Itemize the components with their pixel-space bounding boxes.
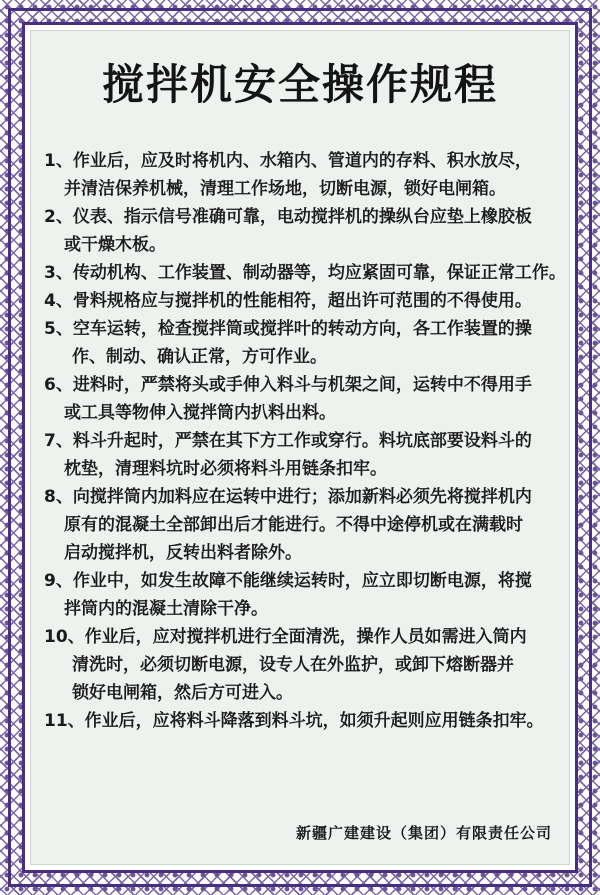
rule-item (44, 483, 569, 567)
rule-line: 6、进料时，严禁将头或手伸入料斗与机架之间，运转中不得用手 (44, 375, 532, 395)
rule-line: 或干燥木板。 (64, 235, 166, 255)
rule-line: 10、作业后，应对搅拌机进行全面清洗，操作人员如需进入筒内 (44, 627, 527, 647)
rule-line: 1、作业后，应及时将机内、水箱内、管道内的存料、积水放尽， (44, 151, 532, 171)
rule-item (44, 623, 569, 707)
rule-item (44, 203, 569, 259)
rule-line: 作、制动、确认正常，方可作业。 (72, 347, 327, 367)
rule-line: 7、料斗升起时，严禁在其下方工作或穿行。料坑底部要设料斗的 (44, 431, 532, 451)
rule-item (44, 287, 569, 315)
rule-item (44, 259, 569, 287)
rule-line: 枕垫，清理料坑时必须将料斗用链条扣牢。 (64, 459, 387, 479)
rule-line: 原有的混凝土全部卸出后才能进行。不得中途停机或在满载时 (64, 515, 523, 535)
rule-item (44, 315, 569, 371)
rule-line: 3、传动机构、工作装置、制动器等，均应紧固可靠，保证正常工作。 (44, 263, 566, 283)
rule-line: 启动搅拌机，反转出料者除外。 (64, 543, 302, 563)
rule-line: 8、向搅拌筒内加料应在运转中进行；添加新料必须先将搅拌机内 (44, 487, 532, 507)
rule-line: 清洗时，必须切断电源，设专人在外监护，或卸下熔断器并 (72, 655, 514, 675)
rule-item (44, 427, 569, 483)
rule-line: 拌筒内的混凝土清除干净。 (64, 599, 268, 619)
company-name: 新疆广建建设（集团）有限责任公司 (295, 824, 552, 842)
rules-list (44, 147, 569, 735)
rule-line: 9、作业中，如发生故障不能继续运转时，应立即切断电源，将搅 (44, 571, 532, 591)
rule-line: 或工具等物伸入搅拌筒内扒料出料。 (64, 403, 336, 423)
rule-item (44, 147, 569, 203)
rule-line: 锁好电闸箱，然后方可进入。 (72, 683, 293, 703)
rule-line: 并清洁保养机械，清理工作场地，切断电源，锁好电闸箱。 (64, 179, 506, 199)
rule-item (44, 371, 569, 427)
rule-line: 4、骨料规格应与搅拌机的性能相符，超出许可范围的不得使用。 (44, 291, 532, 311)
rule-item (44, 567, 569, 623)
page-title: 搅拌机安全操作规程 (101, 60, 498, 109)
rule-item (44, 707, 569, 735)
rule-line: 5、空车运转，检查搅拌筒或搅拌叶的转动方向，各工作装置的操 (44, 319, 532, 339)
rule-line: 2、仪表、指示信号准确可靠，电动搅拌机的操纵台应垫上橡胶板 (44, 207, 532, 227)
rule-line: 11、作业后，应将料斗降落到料斗坑，如须升起则应用链条扣牢。 (44, 711, 544, 731)
